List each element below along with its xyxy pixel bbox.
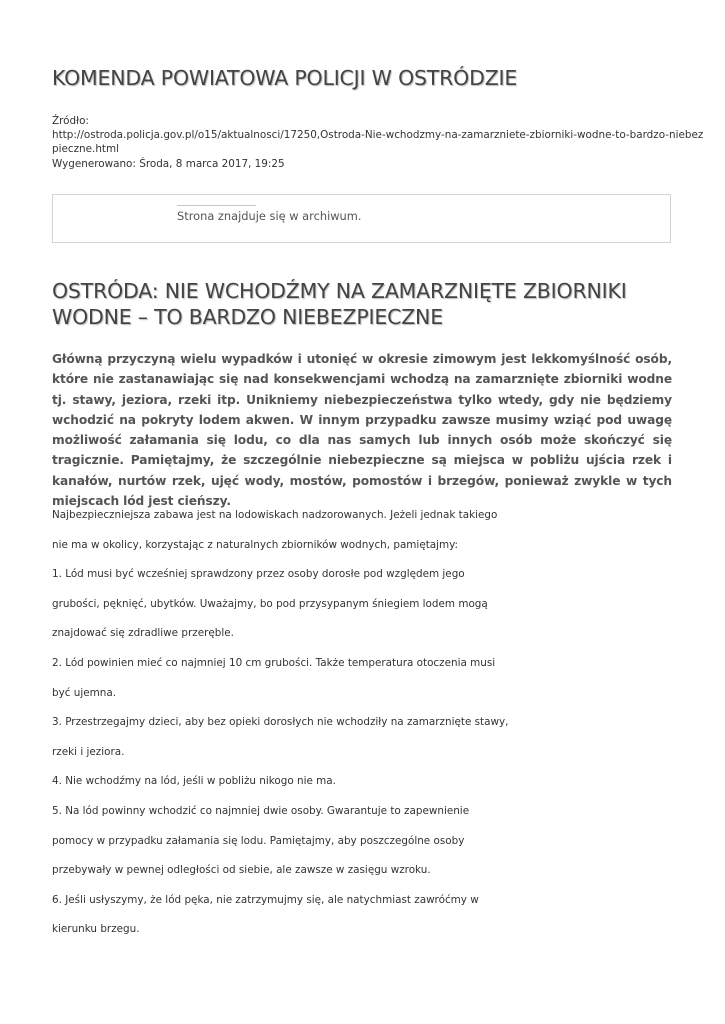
- body-line: przebywały w pewnej odległości od siebie, ale zawsze w zasięgu wzroku.: [52, 864, 431, 877]
- source-url-line-2: pieczne.html: [52, 143, 119, 156]
- archive-divider: [177, 205, 256, 206]
- body-line: pomocy w przypadku załamania się lodu. Pamiętajmy, aby poszczególne osoby: [52, 834, 465, 847]
- source-url-line-1: http://ostroda.policja.gov.pl/o15/aktualnosci/17250,Ostroda-Nie-wchodzmy-na-zamarzniete-zbiorniki-wodne-to-bardzo-niebez: [52, 129, 704, 142]
- body-line: kierunku brzegu.: [52, 923, 140, 936]
- body-line: być ujemna.: [52, 686, 117, 699]
- archive-notice: [52, 194, 671, 243]
- body-line: grubości, pęknięć, ubytków. Uważajmy, bo pod przysypanym śniegiem lodem mogą: [52, 597, 488, 610]
- body-line: znajdować się zdradliwe przeręble.: [52, 627, 234, 640]
- body-line: nie ma w okolicy, korzystając z naturalnych zbiorników wodnych, pamiętajmy:: [52, 538, 459, 551]
- body-line: 1. Lód musi być wcześniej sprawdzony przez osoby dorosłe pod względem jego: [52, 568, 465, 581]
- source-label: Źródło:: [52, 115, 89, 127]
- generated-date: Wygenerowano: Środa, 8 marca 2017, 19:25: [52, 157, 285, 170]
- body-line: 2. Lód powinien mieć co najmniej 10 cm grubości. Także temperatura otoczenia musi: [52, 656, 496, 669]
- source-info: [52, 114, 704, 171]
- article-lead: Główną przyczyną wielu wypadków i utonięć w okresie zimowym jest lekkomyślność osób, które nie zastanawiając się nad konsekwencjami wchodzą na zamarznięte zbiorniki wodne tj. stawy, jeziora, rzeki itp. Unikniemy niebezpieczeństwa tylko wtedy, gdy nie będziemy wchodzić na pokryty lodem akwen. W innym przypadku zawsze musimy wziąć pod uwagę możliwość załamania się lodu, co dla nas samych lub innych osób może skończyć się tragicznie. Pamiętajmy, że szczególnie niebezpieczne są miejsca w pobliżu ujścia rzek i kanałów, nurtów rzek, ujęć wody, mostów, pomostów i brzegów, ponieważ zwykle w tych miejscach lód jest cieńszy.: [52, 352, 672, 509]
- body-line: 3. Przestrzegajmy dzieci, aby bez opieki dorosłych nie wchodziły na zamarznięte stawy,: [52, 716, 509, 729]
- body-line: Najbezpieczniejsza zabawa jest na lodowiskach nadzorowanych. Jeżeli jednak takiego: [52, 509, 498, 521]
- archive-notice-text: Strona znajduje się w archiwum.: [177, 209, 362, 223]
- body-line: 6. Jeśli usłyszymy, że lód pęka, nie zatrzymujmy się, ale natychmiast zawróćmy w: [52, 893, 479, 906]
- article-body: [52, 506, 692, 950]
- body-line: 4. Nie wchodźmy na lód, jeśli w pobliżu nikogo nie ma.: [52, 775, 336, 788]
- body-line: 5. Na lód powinny wchodzić co najmniej dwie osoby. Gwarantuje to zapewnienie: [52, 804, 470, 817]
- site-title: KOMENDA POWIATOWA POLICJI W OSTRÓDZIE: [52, 66, 518, 90]
- article-title: OSTRÓDA: NIE WCHODŹMY NA ZAMARZNIĘTE ZBIORNIKI WODNE – TO BARDZO NIEBEZPIECZNE: [52, 279, 627, 329]
- body-line: rzeki i jeziora.: [52, 745, 125, 758]
